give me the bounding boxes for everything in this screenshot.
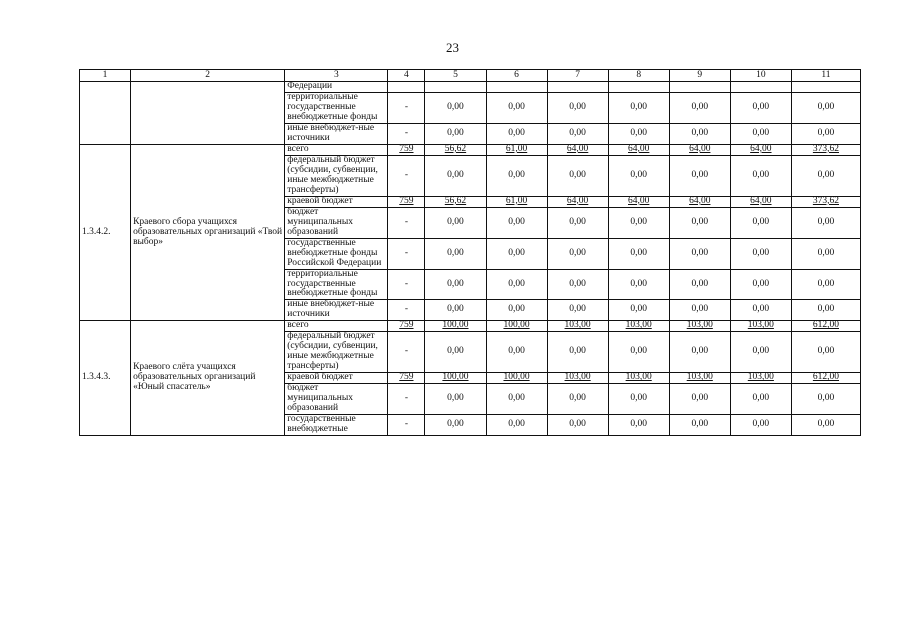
value-cell: 0,00 [669,238,730,269]
value-cell: 0,00 [730,269,791,300]
section-title-cell [131,82,285,145]
value-cell [425,82,486,93]
column-header: 2 [131,70,285,82]
funding-source: бюджет муниципальных образований [285,384,388,415]
column-header: 10 [730,70,791,82]
value-cell: 0,00 [486,269,547,300]
value-cell: 0,00 [730,384,791,415]
funding-source: Федерации [285,82,388,93]
value-cell: 61,00 [486,196,547,207]
budget-code: 759 [388,321,425,332]
column-header: 5 [425,70,486,82]
value-cell: 0,00 [730,415,791,436]
value-cell: 0,00 [425,207,486,238]
value-cell: 64,00 [730,144,791,155]
value-cell: 0,00 [425,384,486,415]
budget-code: - [388,415,425,436]
budget-code: - [388,93,425,124]
value-cell: 0,00 [547,269,608,300]
budget-code: - [388,123,425,144]
column-header: 7 [547,70,608,82]
budget-code: - [388,207,425,238]
value-cell: 103,00 [608,373,669,384]
value-cell: 0,00 [730,155,791,196]
column-number-row [80,70,861,82]
value-cell: 64,00 [547,144,608,155]
table-row [80,82,861,93]
value-cell: 0,00 [730,332,791,373]
funding-source: краевой бюджет [285,196,388,207]
value-cell: 0,00 [547,332,608,373]
value-cell: 0,00 [425,238,486,269]
value-cell: 0,00 [730,238,791,269]
value-cell: 0,00 [730,123,791,144]
value-cell: 0,00 [608,300,669,321]
value-cell: 64,00 [730,196,791,207]
value-cell: 0,00 [486,300,547,321]
value-cell: 64,00 [547,196,608,207]
funding-source: иные внебюджет-ные источники [285,300,388,321]
value-cell: 0,00 [425,93,486,124]
funding-source: государственные внебюджетные [285,415,388,436]
value-cell: 61,00 [486,144,547,155]
funding-source: краевой бюджет [285,373,388,384]
value-cell: 0,00 [547,207,608,238]
value-cell: 103,00 [547,321,608,332]
value-cell: 0,00 [791,207,860,238]
value-cell: 100,00 [425,321,486,332]
value-cell: 373,62 [791,144,860,155]
value-cell: 103,00 [608,321,669,332]
value-cell: 0,00 [486,155,547,196]
value-cell: 0,00 [669,123,730,144]
table-row [80,321,861,332]
value-cell: 0,00 [486,93,547,124]
value-cell: 0,00 [547,123,608,144]
value-cell: 0,00 [608,155,669,196]
value-cell: 0,00 [608,332,669,373]
value-cell: 0,00 [791,384,860,415]
value-cell: 0,00 [669,384,730,415]
value-cell: 0,00 [547,155,608,196]
value-cell: 0,00 [425,269,486,300]
value-cell: 0,00 [608,415,669,436]
value-cell: 612,00 [791,373,860,384]
budget-code: - [388,300,425,321]
column-header: 8 [608,70,669,82]
value-cell: 0,00 [730,93,791,124]
budget-code: - [388,155,425,196]
value-cell: 103,00 [547,373,608,384]
funding-source: всего [285,321,388,332]
value-cell: 0,00 [486,332,547,373]
value-cell [486,82,547,93]
value-cell: 0,00 [669,332,730,373]
budget-code: - [388,238,425,269]
value-cell: 103,00 [730,321,791,332]
value-cell: 103,00 [669,321,730,332]
value-cell: 0,00 [608,269,669,300]
section-number-cell [80,82,131,145]
value-cell [547,82,608,93]
value-cell: 0,00 [669,415,730,436]
section-title: Краевого сбора учащихся образовательных организаций «Твой выбор» [131,144,285,321]
page-number: 23 [446,40,459,55]
value-cell: 0,00 [608,93,669,124]
value-cell: 0,00 [608,207,669,238]
value-cell: 64,00 [608,144,669,155]
value-cell: 0,00 [486,384,547,415]
value-cell: 56,62 [425,144,486,155]
value-cell [608,82,669,93]
value-cell: 0,00 [547,300,608,321]
value-cell [791,82,860,93]
column-header: 4 [388,70,425,82]
value-cell: 100,00 [425,373,486,384]
section-number: 1.3.4.3. [80,321,131,436]
value-cell: 0,00 [486,238,547,269]
funding-source: иные внебюджет-ные источники [285,123,388,144]
value-cell: 0,00 [791,238,860,269]
value-cell: 0,00 [608,384,669,415]
value-cell: 100,00 [486,373,547,384]
column-header: 3 [285,70,388,82]
funding-source: федеральный бюджет (субсидии, субвенции, иные межбюджетные трансферты) [285,155,388,196]
value-cell: 64,00 [669,196,730,207]
funding-source: территориальные государственные внебюджетные фонды [285,93,388,124]
budget-code: - [388,332,425,373]
column-header: 6 [486,70,547,82]
value-cell: 0,00 [791,155,860,196]
budget-code: 759 [388,144,425,155]
value-cell: 103,00 [730,373,791,384]
value-cell: 0,00 [425,300,486,321]
value-cell: 0,00 [791,269,860,300]
column-header: 11 [791,70,860,82]
value-cell: 0,00 [425,332,486,373]
value-cell: 103,00 [669,373,730,384]
value-cell: 0,00 [669,93,730,124]
value-cell: 64,00 [608,196,669,207]
value-cell: 0,00 [547,384,608,415]
budget-table [79,69,861,436]
value-cell: 100,00 [486,321,547,332]
value-cell: 56,62 [425,196,486,207]
value-cell [730,82,791,93]
budget-code: 759 [388,373,425,384]
budget-code: - [388,384,425,415]
value-cell: 0,00 [486,207,547,238]
value-cell: 0,00 [608,123,669,144]
value-cell: 373,62 [791,196,860,207]
value-cell: 0,00 [791,415,860,436]
value-cell: 0,00 [669,269,730,300]
value-cell: 0,00 [547,238,608,269]
value-cell: 0,00 [486,415,547,436]
value-cell: 0,00 [547,93,608,124]
value-cell [669,82,730,93]
value-cell: 0,00 [791,332,860,373]
section-number: 1.3.4.2. [80,144,131,321]
value-cell: 0,00 [547,415,608,436]
value-cell: 0,00 [730,300,791,321]
funding-source: территориальные государственные внебюджетные фонды [285,269,388,300]
funding-source: федеральный бюджет (субсидии, субвенции, иные межбюджетные трансферты) [285,332,388,373]
value-cell: 0,00 [669,155,730,196]
value-cell: 0,00 [486,123,547,144]
budget-code [388,82,425,93]
funding-source: государственные внебюджетные фонды Российской Федерации [285,238,388,269]
value-cell: 0,00 [669,300,730,321]
budget-code: 759 [388,196,425,207]
funding-source: бюджет муниципальных образований [285,207,388,238]
value-cell: 0,00 [791,93,860,124]
value-cell: 0,00 [791,300,860,321]
budget-code: - [388,269,425,300]
value-cell: 0,00 [425,155,486,196]
value-cell: 0,00 [791,123,860,144]
column-header: 1 [80,70,131,82]
table-row [80,144,861,155]
column-header: 9 [669,70,730,82]
value-cell: 64,00 [669,144,730,155]
value-cell: 0,00 [730,207,791,238]
value-cell: 0,00 [425,123,486,144]
value-cell: 612,00 [791,321,860,332]
value-cell: 0,00 [608,238,669,269]
funding-source: всего [285,144,388,155]
section-title: Краевого слёта учащихся образовательных организаций «Юный спасатель» [131,321,285,436]
value-cell: 0,00 [669,207,730,238]
value-cell: 0,00 [425,415,486,436]
